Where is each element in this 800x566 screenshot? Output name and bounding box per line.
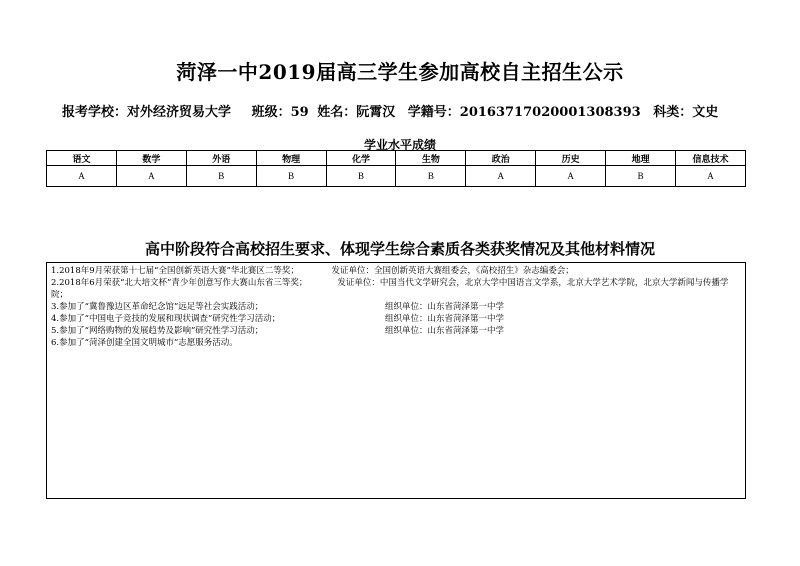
awards-box	[46, 262, 746, 499]
subject-header: 物理	[256, 151, 326, 166]
subject-header: 语文	[47, 151, 117, 166]
subject-header: 外语	[186, 151, 256, 166]
id-value: 20163717020001308393	[459, 105, 641, 120]
score-cell: B	[606, 166, 676, 187]
award-item	[51, 301, 741, 313]
award-text: 1.2018年9月荣获第十七届“全国创新英语大赛”华北赛区二等奖；	[51, 266, 299, 276]
award-text: 4.参加了“中国电子竞技的发展和现状调查”研究性学习活动；	[51, 314, 281, 324]
subject-header: 地理	[606, 151, 676, 166]
student-info-line	[62, 101, 762, 120]
page-title: 菏泽一中2019届高三学生参加高校自主招生公示	[176, 60, 624, 84]
track-value: 文史	[692, 105, 719, 120]
award-org: 组织单位：山东省菏泽第一中学	[385, 326, 505, 336]
grades-caption: 学业水平成绩	[363, 138, 436, 152]
award-item	[51, 313, 741, 325]
subject-header: 化学	[326, 151, 396, 166]
id-label: 学籍号：	[407, 105, 460, 120]
school-value: 对外经济贸易大学	[127, 105, 232, 120]
award-text: 2.2018年6月荣获“北大培文杯”青少年创意写作大赛山东省三等奖；	[51, 278, 308, 288]
name-value: 阮霄汉	[356, 105, 396, 120]
score-cell: A	[47, 166, 117, 187]
score-cell: B	[326, 166, 396, 187]
score-cell: B	[256, 166, 326, 187]
class-value: 59	[290, 105, 309, 120]
subject-header: 数学	[116, 151, 186, 166]
award-item	[51, 325, 741, 337]
grades-score-row	[47, 166, 746, 187]
award-text: 3.参加了“冀鲁豫边区革命纪念馆”远足等社会实践活动；	[51, 302, 264, 312]
award-text: 6.参加了“菏泽创建全国文明城市”志愿服务活动。	[51, 338, 238, 348]
subject-header: 政治	[466, 151, 536, 166]
score-cell: A	[536, 166, 606, 187]
grades-table	[46, 150, 746, 187]
score-cell: A	[466, 166, 536, 187]
award-org: 发证单位：中国当代文学研究会，北京大学中国语言文学系，北京大学艺术学院，北京大学新闻与传播学院；	[51, 278, 729, 300]
class-label: 班级：	[251, 105, 291, 120]
grades-header-row	[47, 151, 746, 166]
award-org: 发证单位：全国创新英语大赛组委会，《高校招生》杂志编委会；	[331, 266, 574, 276]
awards-section-title: 高中阶段符合高校招生要求、体现学生综合素质各类获奖情况及其他材料情况	[144, 240, 655, 258]
award-item	[51, 277, 741, 301]
name-label: 姓名：	[317, 105, 357, 120]
award-item	[51, 337, 741, 349]
award-org: 组织单位：山东省菏泽第一中学	[385, 302, 505, 312]
awards-list	[51, 265, 741, 349]
school-label: 报考学校：	[62, 105, 128, 120]
score-cell: B	[186, 166, 256, 187]
award-text: 5.参加了“网络购物的发展趋势及影响”研究性学习活动；	[51, 326, 264, 336]
subject-header: 生物	[396, 151, 466, 166]
score-cell: A	[676, 166, 746, 187]
score-cell: B	[396, 166, 466, 187]
award-org: 组织单位：山东省菏泽第一中学	[385, 314, 505, 324]
track-label: 科类：	[653, 105, 693, 120]
subject-header: 历史	[536, 151, 606, 166]
award-item	[51, 265, 741, 277]
subject-header: 信息技术	[676, 151, 746, 166]
score-cell: A	[116, 166, 186, 187]
